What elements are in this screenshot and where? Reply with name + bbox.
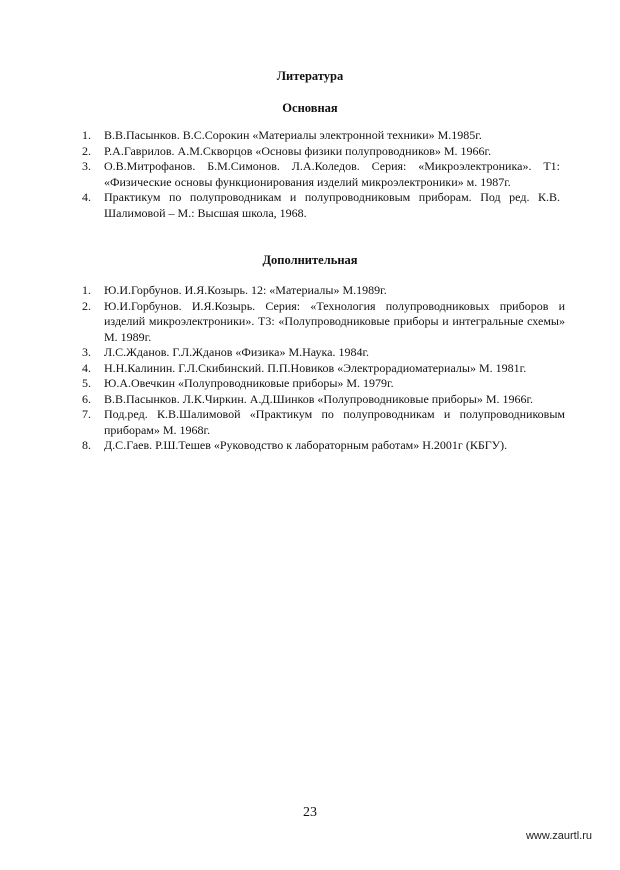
list-item <box>82 345 565 361</box>
item-text: Д.С.Гаев. Р.Ш.Тешев «Руководство к лабораторным работам» Н.2001г (КБГУ). <box>104 438 508 452</box>
list-item <box>82 361 565 377</box>
item-text: В.В.Пасынков. Л.К.Чиркин. А.Д.Шинков «Полупроводниковые приборы» М. 1966г. <box>104 391 534 406</box>
list-item <box>82 438 565 454</box>
list-item <box>82 392 565 408</box>
item-number: 3. <box>82 345 91 359</box>
page-number: 23 <box>303 805 317 820</box>
item-number: 2. <box>82 298 91 313</box>
list-item <box>82 407 565 438</box>
item-number: 6. <box>82 391 91 406</box>
list-item <box>82 159 560 190</box>
item-text: Л.С.Жданов. Г.Л.Жданов «Физика» М.Наука. 1984г. <box>104 345 370 359</box>
item-number: 7. <box>82 407 91 421</box>
item-number: 1. <box>82 128 91 142</box>
list-item <box>82 283 565 299</box>
item-text: В.В.Пасынков. В.С.Сорокин «Материалы электронной техники» М.1985г. <box>104 128 482 142</box>
item-text: Под.ред. К.В.Шалимовой «Практикум по полупроводникам и полупроводниковым приборам» М. 1968г. <box>104 407 565 437</box>
item-number: 8. <box>82 438 91 452</box>
item-text: Ю.А.Овечкин «Полупроводниковые приборы» М. 1979г. <box>104 376 394 390</box>
list-item <box>82 128 560 144</box>
site-watermark: www.zaurtl.ru <box>525 830 592 842</box>
item-text: Н.Н.Калинин. Г.Л.Скибинский. П.П.Новиков «Электрорадиоматериалы» М. 1981г. <box>104 360 527 375</box>
item-number: 3. <box>82 159 91 173</box>
list-item <box>82 376 565 392</box>
item-text: Ю.И.Горбунов. И.Я.Козырь. 12: «Материалы» М.1989г. <box>104 283 387 297</box>
list-item <box>82 190 560 221</box>
additional-literature-list <box>82 283 565 454</box>
item-number: 4. <box>82 360 91 375</box>
item-text: О.В.Митрофанов. Б.М.Симонов. Л.А.Коледов. Серия: «Микроэлектроника». Т1: «Физические основы функционирования изделий микроэлектроники» м. 1987г. <box>104 159 560 189</box>
basic-literature-title: Основная <box>282 101 338 115</box>
additional-literature-title: Дополнительная <box>262 253 358 267</box>
item-text: Ю.И.Горбунов. И.Я.Козырь. Серия: «Технология полупроводниковых приборов и изделий микроэлектроники». Т3: «Полупроводниковые приборы и интегральные схемы» М. 1989г. <box>104 298 565 344</box>
item-number: 1. <box>82 283 91 297</box>
item-number: 5. <box>82 376 91 390</box>
section-heading: Литература <box>276 69 344 83</box>
list-item <box>82 144 560 160</box>
item-number: 4. <box>82 190 91 204</box>
basic-literature-list <box>82 128 560 221</box>
list-item <box>82 299 565 346</box>
item-text: Практикум по полупроводникам и полупроводниковым приборам. Под ред. К.В. Шалимовой – М.: Высшая школа, 1968. <box>104 190 560 220</box>
item-text: Р.А.Гаврилов. А.М.Скворцов «Основы физики полупроводников» М. 1966г. <box>104 143 492 158</box>
item-number: 2. <box>82 143 91 158</box>
